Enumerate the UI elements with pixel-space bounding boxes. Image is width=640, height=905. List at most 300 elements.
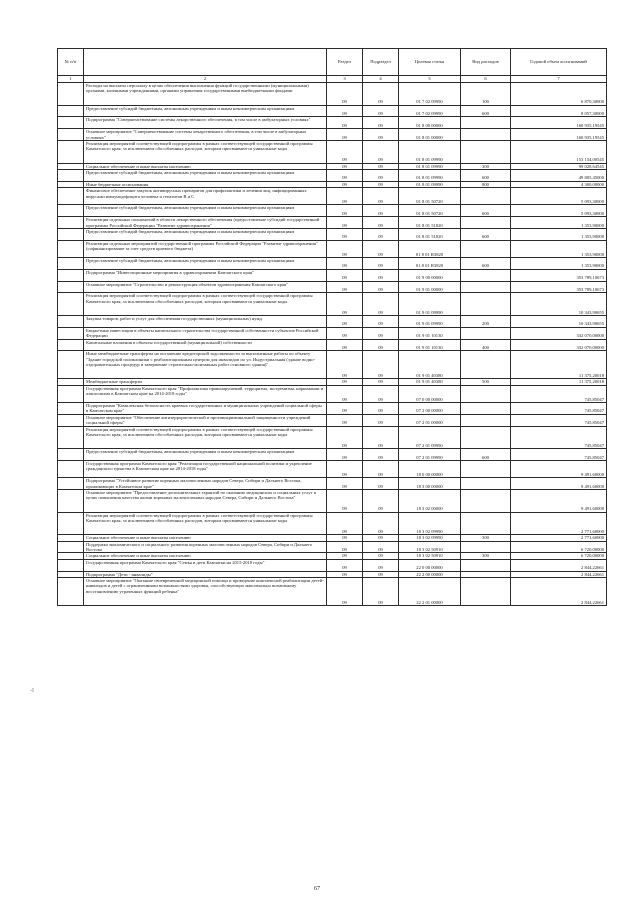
table-row bbox=[58, 339, 607, 351]
name-cell: Подпрограмма "Совершенствование системы лекарственного обеспечения, в том числе в амбулаторных условиях" bbox=[84, 117, 327, 129]
expense-type-cell bbox=[461, 293, 511, 316]
expense-type-cell bbox=[461, 327, 511, 339]
subsection-cell: 09 bbox=[363, 512, 399, 535]
section-cell: 09 bbox=[327, 105, 363, 117]
table-row bbox=[58, 240, 607, 257]
expense-type-cell: 600 bbox=[461, 105, 511, 117]
target-cell: 07 2 01 00000 bbox=[399, 414, 461, 426]
section-cell: 09 bbox=[327, 460, 363, 477]
expense-type-cell bbox=[461, 402, 511, 414]
target-cell: 01 8 01 09990 bbox=[399, 170, 461, 182]
amount-cell: 49 805,45000 bbox=[511, 170, 607, 182]
name-cell: Бюджетные инвестиции в объекты капитального строительства государственной собственности субъектов Российской Федерации bbox=[84, 327, 327, 339]
section-cell: 09 bbox=[327, 351, 363, 379]
section-cell: 09 bbox=[327, 117, 363, 129]
target-cell: 01 7 02 09990 bbox=[399, 105, 461, 117]
table-row bbox=[58, 414, 607, 426]
name-cell: Подпрограмма "Устойчивое развитие коренных малочисленных народов Севера, Сибири и Дальнего Востока, проживающих в Камчатском крае" bbox=[84, 478, 327, 490]
name-cell: Предоставление субсидий бюджетным, автономным учреждениям и иным некоммерческим организациям bbox=[84, 257, 327, 269]
subsection-cell: 09 bbox=[363, 379, 399, 385]
section-cell: 09 bbox=[327, 402, 363, 414]
amount-cell: 745,85047 bbox=[511, 402, 607, 414]
column-number-row bbox=[58, 76, 607, 83]
target-cell: 01 7 02 09990 bbox=[399, 83, 461, 106]
subsection-cell: 09 bbox=[363, 170, 399, 182]
amount-cell: 332 070,00000 bbox=[511, 339, 607, 351]
table-row bbox=[58, 83, 607, 106]
amount-cell: 745,85047 bbox=[511, 414, 607, 426]
num-cell bbox=[58, 170, 84, 182]
subsection-cell: 09 bbox=[363, 205, 399, 217]
amount-cell: 745,85047 bbox=[511, 385, 607, 402]
subsection-cell: 09 bbox=[363, 449, 399, 461]
expense-type-cell bbox=[461, 129, 511, 141]
num-cell bbox=[58, 105, 84, 117]
table-row bbox=[58, 188, 607, 205]
table-row bbox=[58, 170, 607, 182]
amount-cell: 6 720,00000 bbox=[511, 541, 607, 553]
table-row bbox=[58, 426, 607, 449]
num-cell bbox=[58, 129, 84, 141]
subsection-cell: 09 bbox=[363, 327, 399, 339]
amount-cell: 6 870,30000 bbox=[511, 83, 607, 106]
expense-type-cell bbox=[461, 217, 511, 229]
num-cell bbox=[58, 478, 84, 490]
num-cell bbox=[58, 217, 84, 229]
name-cell: Закупка товаров, работ и услуг для обеспечения государственных (муниципальных) нужд bbox=[84, 315, 327, 327]
section-cell: 09 bbox=[327, 205, 363, 217]
num-cell bbox=[58, 293, 84, 316]
amount-cell: 2 844,22661 bbox=[511, 559, 607, 571]
target-cell: 01 8 01 50720 bbox=[399, 205, 461, 217]
name-cell: Реализация мероприятий соответствующей подпрограммы в рамках соответствующей государственной программы Камчатского края, за исключением обособленных расходов, которым присваиваются уникальные коды bbox=[84, 293, 327, 316]
num-cell bbox=[58, 541, 84, 553]
header-section: Раздел bbox=[327, 49, 363, 76]
amount-cell: 160 935,19545 bbox=[511, 117, 607, 129]
num-cell bbox=[58, 229, 84, 241]
name-cell: Реализация мероприятий соответствующей подпрограммы в рамках соответствующей государственной программы Камчатского края, за исключением обособленных расходов, которым присваиваются уникальные коды bbox=[84, 426, 327, 449]
subsection-cell: 09 bbox=[363, 559, 399, 571]
target-cell: 01 9 01 10130 bbox=[399, 339, 461, 351]
target-cell: 22 2 00 00000 bbox=[399, 571, 461, 577]
expense-type-cell: 300 bbox=[461, 535, 511, 541]
name-cell: Предоставление субсидий бюджетным, автономным учреждениям и иным некоммерческим организациям bbox=[84, 449, 327, 461]
name-cell: Основное мероприятие "Оказание своевременной медицинской помощи и проведение комплексной реабилитации детей-инвалидов и детей с ограниченными возможностями здоровья, способствующих максимально возможному восстановлению утраченных функций ребенка" bbox=[84, 578, 327, 606]
num-cell bbox=[58, 489, 84, 512]
target-cell: 07 2 01 09990 bbox=[399, 426, 461, 449]
section-cell: 09 bbox=[327, 83, 363, 106]
subsection-cell: 09 bbox=[363, 339, 399, 351]
target-cell: 01 9 01 09990 bbox=[399, 315, 461, 327]
num-cell bbox=[58, 257, 84, 269]
expense-type-cell: 800 bbox=[461, 181, 511, 187]
expense-type-cell: 600 bbox=[461, 449, 511, 461]
amount-cell: 9 491,60000 bbox=[511, 478, 607, 490]
amount-cell: 4 300,00000 bbox=[511, 181, 607, 187]
name-cell: Реализация отдельных мероприятий государственной программы Российской Федерации "Развитие здравоохранения" (софинансирование за счет средств краевого бюджета) bbox=[84, 240, 327, 257]
section-cell: 09 bbox=[327, 181, 363, 187]
num-cell bbox=[58, 426, 84, 449]
page-number: 67 bbox=[314, 886, 320, 892]
subsection-cell: 09 bbox=[363, 293, 399, 316]
name-cell: Расходы на выплаты персоналу в целях обеспечения выполнения функций государственными (муниципальными) органами, казенными учреждениями, органами управления государственными внебюджетными фондами bbox=[84, 83, 327, 106]
expense-type-cell bbox=[461, 541, 511, 553]
subsection-cell: 09 bbox=[363, 315, 399, 327]
expense-type-cell: 400 bbox=[461, 339, 511, 351]
section-cell: 09 bbox=[327, 281, 363, 293]
subsection-cell: 09 bbox=[363, 188, 399, 205]
section-cell: 09 bbox=[327, 129, 363, 141]
table-row bbox=[58, 293, 607, 316]
expense-type-cell bbox=[461, 559, 511, 571]
section-cell: 09 bbox=[327, 559, 363, 571]
section-cell: 09 bbox=[327, 188, 363, 205]
amount-cell: 10 343,90655 bbox=[511, 315, 607, 327]
amount-cell: 1 353,90000 bbox=[511, 257, 607, 269]
header-amount: Годовой объем ассигнований bbox=[511, 49, 607, 76]
expense-type-cell: 600 bbox=[461, 170, 511, 182]
table-row bbox=[58, 129, 607, 141]
subsection-cell: 09 bbox=[363, 553, 399, 559]
num-cell bbox=[58, 449, 84, 461]
target-cell: 18 0 00 00000 bbox=[399, 460, 461, 477]
table-row bbox=[58, 402, 607, 414]
expense-type-cell bbox=[461, 240, 511, 257]
name-cell: Подпрограмма "Комплексная безопасность краевых государственных и муниципальных учреждений социальной сферы в Камчатском крае" bbox=[84, 402, 327, 414]
subsection-cell: 09 bbox=[363, 229, 399, 241]
target-cell: 01 8 01 00000 bbox=[399, 129, 461, 141]
section-cell: 09 bbox=[327, 293, 363, 316]
amount-cell: 2 771,60000 bbox=[511, 535, 607, 541]
name-cell: Предоставление субсидий бюджетным, автономным учреждениям и иным некоммерческим организациям bbox=[84, 170, 327, 182]
name-cell: Капитальные вложения в объекты государственной (муниципальной) собственности bbox=[84, 339, 327, 351]
target-cell: 01 8 01 09990 bbox=[399, 163, 461, 169]
expense-type-cell bbox=[461, 426, 511, 449]
name-cell: Основное мероприятие "Совершенствование системы лекарственного обеспечения, в том числе в амбулаторных условиях" bbox=[84, 129, 327, 141]
num-cell bbox=[58, 385, 84, 402]
amount-cell: 5 093,30000 bbox=[511, 205, 607, 217]
page-mark: ` bbox=[82, 60, 85, 68]
subsection-cell: 09 bbox=[363, 83, 399, 106]
header-expense-type: Вид расходов bbox=[461, 49, 511, 76]
num-cell bbox=[58, 460, 84, 477]
name-cell: Реализация мероприятий соответствующей подпрограммы в рамках соответствующей государственной программы Камчатского края, за исключением обособленных расходов, которым присваиваются уникальные коды bbox=[84, 512, 327, 535]
column-number: 2 bbox=[84, 76, 327, 83]
column-number: 3 bbox=[327, 76, 363, 83]
name-cell: Предоставление субсидий бюджетным, автономным учреждениям и иным некоммерческим организациям bbox=[84, 205, 327, 217]
target-cell: 07 2 00 00000 bbox=[399, 402, 461, 414]
section-cell: 09 bbox=[327, 553, 363, 559]
subsection-cell: 09 bbox=[363, 105, 399, 117]
table-row bbox=[58, 205, 607, 217]
expense-type-cell bbox=[461, 489, 511, 512]
expense-type-cell: 600 bbox=[461, 205, 511, 217]
target-cell: 01 8 01 51820 bbox=[399, 229, 461, 241]
name-cell: Государственная программа Камчатского края "Профилактика правонарушений, терроризма, экстремизма, наркомании и алкоголизма в Камчатском крае на 2014-2018 годы" bbox=[84, 385, 327, 402]
subsection-cell: 09 bbox=[363, 426, 399, 449]
expense-type-cell bbox=[461, 269, 511, 281]
table-row bbox=[58, 327, 607, 339]
expense-type-cell bbox=[461, 351, 511, 379]
num-cell bbox=[58, 339, 84, 351]
table-row bbox=[58, 229, 607, 241]
amount-cell: 9 491,60000 bbox=[511, 489, 607, 512]
amount-cell: 9 491,60000 bbox=[511, 460, 607, 477]
table-row bbox=[58, 141, 607, 164]
amount-cell: 745,85047 bbox=[511, 449, 607, 461]
header-name bbox=[84, 49, 327, 76]
table-row bbox=[58, 449, 607, 461]
expense-type-cell bbox=[461, 414, 511, 426]
table-row bbox=[58, 559, 607, 571]
expense-type-cell bbox=[461, 460, 511, 477]
num-cell bbox=[58, 512, 84, 535]
table-row bbox=[58, 489, 607, 512]
target-cell: 07 2 01 09990 bbox=[399, 449, 461, 461]
target-cell: 01 8 01 50720 bbox=[399, 188, 461, 205]
amount-cell: 353 789,10673 bbox=[511, 281, 607, 293]
target-cell: 07 0 00 00000 bbox=[399, 385, 461, 402]
table-row bbox=[58, 269, 607, 281]
subsection-cell: 09 bbox=[363, 217, 399, 229]
section-cell: 09 bbox=[327, 269, 363, 281]
target-cell: 01 9 01 09990 bbox=[399, 293, 461, 316]
amount-cell: 160 935,19545 bbox=[511, 129, 607, 141]
table-row bbox=[58, 117, 607, 129]
target-cell: 01 8 01 R3820 bbox=[399, 240, 461, 257]
num-cell bbox=[58, 402, 84, 414]
table-row bbox=[58, 281, 607, 293]
table-row bbox=[58, 578, 607, 606]
expense-type-cell: 300 bbox=[461, 163, 511, 169]
section-cell: 09 bbox=[327, 478, 363, 490]
subsection-cell: 09 bbox=[363, 240, 399, 257]
amount-cell: 6 720,00000 bbox=[511, 553, 607, 559]
subsection-cell: 09 bbox=[363, 402, 399, 414]
amount-cell: 2 844,22661 bbox=[511, 571, 607, 577]
subsection-cell: 09 bbox=[363, 571, 399, 577]
section-cell: 09 bbox=[327, 240, 363, 257]
expense-type-cell bbox=[461, 578, 511, 606]
subsection-cell: 09 bbox=[363, 489, 399, 512]
subsection-cell: 09 bbox=[363, 578, 399, 606]
target-cell: 18 3 02 00000 bbox=[399, 489, 461, 512]
num-cell bbox=[58, 578, 84, 606]
name-cell: Иные межбюджетные трансферты на погашение кредиторской задолженности за выполненные работы по объекту "Здание городской поликлиники с реабилитационным центром для инвалидов по ул. Индустриальная (здание водно-оздоровительных процедур и завершение строительно-монтажных работ основного здания)" bbox=[84, 351, 327, 379]
table-row bbox=[58, 512, 607, 535]
amount-cell: 2 771,60000 bbox=[511, 512, 607, 535]
name-cell: Предоставление субсидий бюджетным, автономным учреждениям и иным некоммерческим организациям bbox=[84, 229, 327, 241]
subsection-cell: 09 bbox=[363, 385, 399, 402]
section-cell: 09 bbox=[327, 426, 363, 449]
section-cell: 09 bbox=[327, 229, 363, 241]
expense-type-cell bbox=[461, 141, 511, 164]
subsection-cell: 09 bbox=[363, 257, 399, 269]
subsection-cell: 09 bbox=[363, 351, 399, 379]
amount-cell: 11 375,20018 bbox=[511, 379, 607, 385]
section-cell: 09 bbox=[327, 327, 363, 339]
name-cell: Социальное обеспечение и иные выплаты населению bbox=[84, 553, 327, 559]
subsection-cell: 09 bbox=[363, 460, 399, 477]
table-row bbox=[58, 541, 607, 553]
table-row bbox=[58, 385, 607, 402]
section-cell: 09 bbox=[327, 512, 363, 535]
target-cell: 22 2 01 00000 bbox=[399, 578, 461, 606]
subsection-cell: 09 bbox=[363, 129, 399, 141]
subsection-cell: 09 bbox=[363, 541, 399, 553]
section-cell: 09 bbox=[327, 571, 363, 577]
column-number: 4 bbox=[363, 76, 399, 83]
name-cell: Межбюджетные трансферты bbox=[84, 379, 327, 385]
target-cell: 01 8 01 51820 bbox=[399, 217, 461, 229]
expense-type-cell bbox=[461, 512, 511, 535]
expense-type-cell bbox=[461, 385, 511, 402]
section-cell: 09 bbox=[327, 449, 363, 461]
section-cell: 09 bbox=[327, 578, 363, 606]
section-cell: 09 bbox=[327, 385, 363, 402]
num-cell bbox=[58, 141, 84, 164]
section-cell: 09 bbox=[327, 141, 363, 164]
num-cell bbox=[58, 559, 84, 571]
expense-type-cell: 600 bbox=[461, 229, 511, 241]
subsection-cell: 09 bbox=[363, 281, 399, 293]
subsection-cell: 09 bbox=[363, 117, 399, 129]
amount-cell: 10 343,90655 bbox=[511, 293, 607, 316]
expense-type-cell: 300 bbox=[461, 553, 511, 559]
num-cell bbox=[58, 351, 84, 379]
subsection-cell: 09 bbox=[363, 478, 399, 490]
name-cell: Финансовое обеспечение закупок антивирусных препаратов для профилактики и лечения лиц, инфицированных вирусами иммунодефицита человека и гепатитов В и С bbox=[84, 188, 327, 205]
amount-cell: 153 134,00545 bbox=[511, 141, 607, 164]
table-row bbox=[58, 105, 607, 117]
name-cell: Предоставление субсидий бюджетным, автономным учреждениям и иным некоммерческим организациям bbox=[84, 105, 327, 117]
name-cell: Поддержка экономического и социального развития коренных малочисленных народов Севера, Сибири и Дальнего Востока bbox=[84, 541, 327, 553]
name-cell: Основное мероприятие "Предоставление дополнительных гарантий по оказанию медицинских и социальных услуг в целях повышения качества жизни коренных малочисленных народов Севера, Сибири и Дальнего Востока" bbox=[84, 489, 327, 512]
margin-mark: -I bbox=[30, 688, 34, 694]
section-cell: 09 bbox=[327, 535, 363, 541]
amount-cell: 1 353,90000 bbox=[511, 229, 607, 241]
table-row bbox=[58, 257, 607, 269]
target-cell: 01 8 01 09990 bbox=[399, 181, 461, 187]
expense-type-cell bbox=[461, 117, 511, 129]
num-cell bbox=[58, 414, 84, 426]
name-cell: Социальное обеспечение и иные выплаты населению bbox=[84, 535, 327, 541]
expense-type-cell bbox=[461, 188, 511, 205]
table-body bbox=[58, 83, 607, 606]
name-cell: Государственная программа Камчатского края "Реализация государственной национальной политики и укрепление гражданского единства в Камчатском крае на 2014-2018 годы" bbox=[84, 460, 327, 477]
target-cell: 01 9 01 10130 bbox=[399, 327, 461, 339]
amount-cell: 1 353,90000 bbox=[511, 217, 607, 229]
table-row bbox=[58, 315, 607, 327]
target-cell: 18 3 02 09990 bbox=[399, 535, 461, 541]
name-cell: Социальное обеспечение и иные выплаты населению bbox=[84, 163, 327, 169]
section-cell: 09 bbox=[327, 257, 363, 269]
subsection-cell: 09 bbox=[363, 414, 399, 426]
target-cell: 01 9 00 00000 bbox=[399, 269, 461, 281]
target-cell: 01 9 01 00000 bbox=[399, 281, 461, 293]
section-cell: 09 bbox=[327, 217, 363, 229]
header-subsection: Подраздел bbox=[363, 49, 399, 76]
num-cell bbox=[58, 117, 84, 129]
expense-type-cell bbox=[461, 281, 511, 293]
amount-cell: 745,85047 bbox=[511, 426, 607, 449]
expense-type-cell: 600 bbox=[461, 257, 511, 269]
name-cell: Реализация мероприятий соответствующей подпрограммы в рамках соответствующей государственной программы Камчатского края, за исключением обособленных расходов, которым присваиваются уникальные коды bbox=[84, 141, 327, 164]
target-cell: 18 3 02 50910 bbox=[399, 553, 461, 559]
name-cell: Подпрограмма "Инвестиционные мероприятия в здравоохранении Камчатского края" bbox=[84, 269, 327, 281]
amount-cell: 8 057,30000 bbox=[511, 105, 607, 117]
target-cell: 01 8 00 00000 bbox=[399, 117, 461, 129]
name-cell: Основное мероприятие "Строительство и реконструкция объектов здравоохранения Камчатского края" bbox=[84, 281, 327, 293]
name-cell: Государственная программа Камчатского края "Семья и дети Камчатки на 2015-2018 годы" bbox=[84, 559, 327, 571]
target-cell: 01 8 01 09990 bbox=[399, 141, 461, 164]
num-cell bbox=[58, 205, 84, 217]
amount-cell: 2 844,22661 bbox=[511, 578, 607, 606]
subsection-cell: 09 bbox=[363, 269, 399, 281]
header-target: Целевая статья bbox=[399, 49, 461, 76]
num-cell bbox=[58, 188, 84, 205]
target-cell: 22 0 00 00000 bbox=[399, 559, 461, 571]
expense-type-cell: 200 bbox=[461, 315, 511, 327]
expense-type-cell: 500 bbox=[461, 379, 511, 385]
table-row bbox=[58, 460, 607, 477]
column-number: 7 bbox=[511, 76, 607, 83]
amount-cell: 332 070,00000 bbox=[511, 327, 607, 339]
target-cell: 01 9 01 40380 bbox=[399, 351, 461, 379]
subsection-cell: 09 bbox=[363, 141, 399, 164]
section-cell: 09 bbox=[327, 489, 363, 512]
num-cell bbox=[58, 327, 84, 339]
amount-cell: 353 789,10673 bbox=[511, 269, 607, 281]
expense-type-cell bbox=[461, 478, 511, 490]
budget-table bbox=[57, 48, 607, 606]
target-cell: 18 3 02 50910 bbox=[399, 541, 461, 553]
subsection-cell: 09 bbox=[363, 181, 399, 187]
table-row bbox=[58, 478, 607, 490]
num-cell bbox=[58, 240, 84, 257]
num-cell bbox=[58, 269, 84, 281]
subsection-cell: 09 bbox=[363, 535, 399, 541]
name-cell: Иные бюджетные ассигнования bbox=[84, 181, 327, 187]
section-cell: 09 bbox=[327, 379, 363, 385]
num-cell bbox=[58, 83, 84, 106]
header-num: № п/п bbox=[58, 49, 84, 76]
section-cell: 09 bbox=[327, 163, 363, 169]
target-cell: 18 3 02 09990 bbox=[399, 512, 461, 535]
section-cell: 09 bbox=[327, 315, 363, 327]
column-number: 6 bbox=[461, 76, 511, 83]
table-header-row bbox=[58, 49, 607, 76]
amount-cell: 1 353,90000 bbox=[511, 240, 607, 257]
section-cell: 09 bbox=[327, 541, 363, 553]
column-number: 5 bbox=[399, 76, 461, 83]
name-cell: Реализация отдельных полномочий в области лекарственного обеспечения (предоставление субсидий государственной программы Российской Федерации "Развитие здравоохранения" bbox=[84, 217, 327, 229]
name-cell: Подпрограмма "Дети - инвалиды" bbox=[84, 571, 327, 577]
target-cell: 18 3 00 00000 bbox=[399, 478, 461, 490]
amount-cell: 5 093,30000 bbox=[511, 188, 607, 205]
table-row bbox=[58, 217, 607, 229]
column-number: 1 bbox=[58, 76, 84, 83]
num-cell bbox=[58, 281, 84, 293]
expense-type-cell: 100 bbox=[461, 83, 511, 106]
section-cell: 09 bbox=[327, 170, 363, 182]
subsection-cell: 09 bbox=[363, 163, 399, 169]
section-cell: 09 bbox=[327, 339, 363, 351]
section-cell: 09 bbox=[327, 414, 363, 426]
amount-cell: 99 028,64545 bbox=[511, 163, 607, 169]
amount-cell: 11 375,20018 bbox=[511, 351, 607, 379]
name-cell: Основное мероприятие "Обеспечение антитеррористической и противокриминальной защищенности учреждений социальной сферы" bbox=[84, 414, 327, 426]
